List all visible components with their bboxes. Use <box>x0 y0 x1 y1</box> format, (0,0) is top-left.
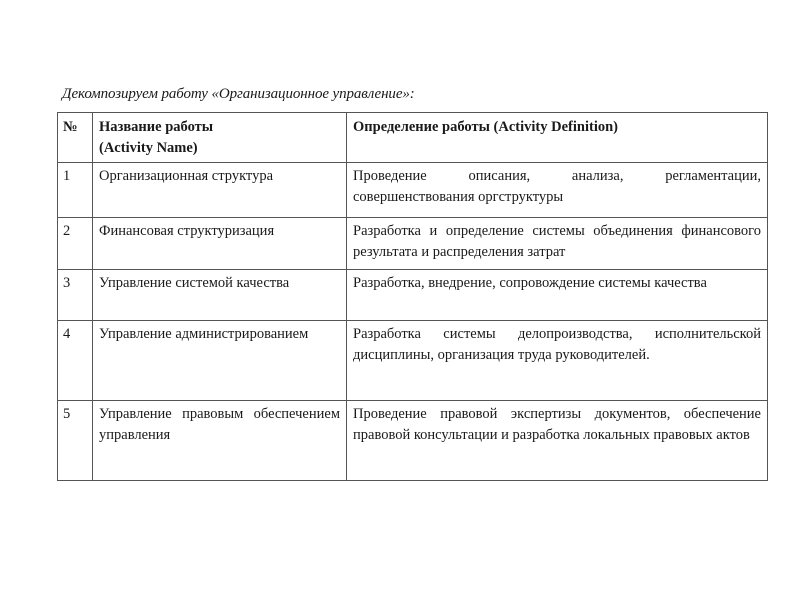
row-number: 4 <box>58 321 93 401</box>
header-activity-name-line2: (Activity Name) <box>99 140 198 156</box>
table-row <box>58 270 768 321</box>
row-number: 1 <box>58 163 93 218</box>
header-activity-definition: Определение работы (Activity Definition) <box>347 113 768 163</box>
row-activity-name: Управление системой качества <box>93 270 347 321</box>
row-number: 5 <box>58 401 93 481</box>
row-activity-definition: Разработка системы делопроизводства, исполнительской дисциплины, организация труда руководителей. <box>347 321 768 401</box>
table-row <box>58 401 768 481</box>
row-activity-definition: Проведение правовой экспертизы документов, обеспечение правовой консультации и разработка локальных правовых актов <box>347 401 768 481</box>
table-row <box>58 163 768 218</box>
row-activity-definition: Разработка и определение системы объединения финансового результата и распределения затрат <box>347 218 768 270</box>
row-number: 3 <box>58 270 93 321</box>
row-activity-definition: Разработка, внедрение, сопровождение системы качества <box>347 270 768 321</box>
row-number: 2 <box>58 218 93 270</box>
table-row <box>58 321 768 401</box>
activities-table <box>57 112 768 481</box>
row-activity-name: Организационная структура <box>93 163 347 218</box>
header-activity-name <box>93 113 347 163</box>
table-row <box>58 218 768 270</box>
header-number: № <box>58 113 93 163</box>
table-caption: Декомпозируем работу «Организационное управление»: <box>62 86 415 102</box>
table-header-row <box>58 113 768 163</box>
row-activity-name: Управление правовым обеспечением управления <box>93 401 347 481</box>
row-activity-name: Финансовая структуризация <box>93 218 347 270</box>
row-activity-name: Управление администрированием <box>93 321 347 401</box>
row-activity-definition: Проведение описания, анализа, регламентации, совершенствования оргструктуры <box>347 163 768 218</box>
header-activity-name-line1: Название работы <box>99 119 214 135</box>
